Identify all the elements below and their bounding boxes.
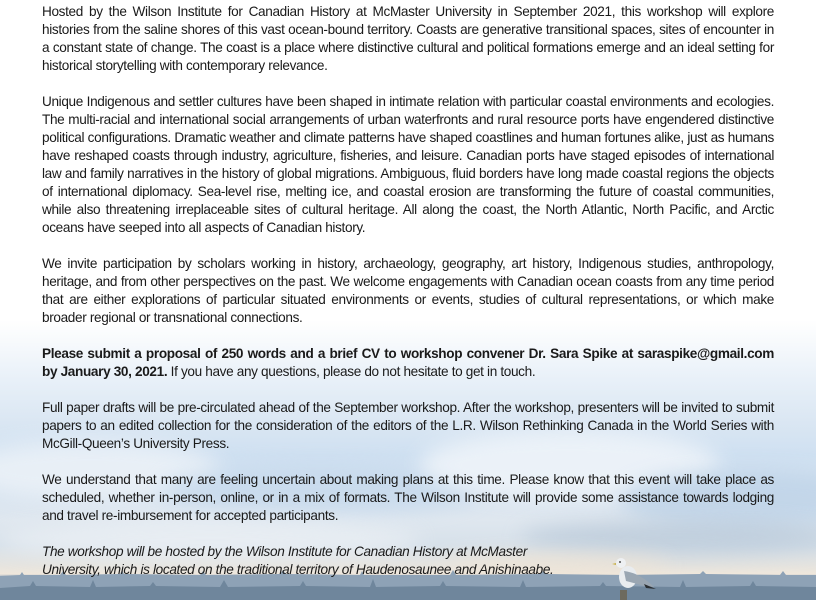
invitation-paragraph: We invite participation by scholars working in history, archaeology, geography, art history, Indigenous studies, anthropology, heritage, and from other perspectives on the past. We welcome engagements with Canadian ocean coasts from any time period that are either explorations of particular situated environments or events, studies of cultural representations, or which make broader regional or transnational connections.	[42, 256, 774, 325]
logistics-paragraph: We understand that many are feeling uncertain about making plans at this time. Please know that this event will take place as scheduled, whether in-person, online, or in a mix of formats. The Wilson Institute will provide some assistance towards lodging and travel re-imbursement for accepted participants.	[42, 472, 774, 523]
workshop-description	[42, 3, 774, 597]
contact-note: If you have any questions, please do not hesitate to get in touch.	[167, 364, 536, 379]
land-acknowledgement-line-1: The workshop will be hosted by the Wilson Institute for Canadian History at McMaster	[42, 544, 527, 559]
land-acknowledgement	[42, 543, 774, 579]
land-acknowledgement-line-2: University, which is located on the traditional territory of Haudenosaunee and Anishinaabe.	[42, 562, 554, 577]
publication-paragraph: Full paper drafts will be pre-circulated ahead of the September workshop. After the workshop, presenters will be invited to submit papers to an edited collection for the consideration of the editors of the L.R. Wilson Rethinking Canada in the World Series with McGill-Queen’s University Press.	[42, 400, 774, 451]
submission-paragraph	[42, 345, 774, 381]
themes-paragraph: Unique Indigenous and settler cultures have been shaped in intimate relation with particular coastal environments and ecologies. The multi-racial and international social arrangements of urban waterfronts and rural resource ports have engendered distinctive political configurations. Dramatic weather and climate patterns have shaped coastlines and human fortunes alike, just as humans have reshaped coasts through industry, agriculture, fisheries, and leisure. Canadian ports have staged episodes of international law and family narratives in the history of global migrations. Ambiguous, fluid borders have long made coastal regions the objects of international diplomacy. Sea-level rise, melting ice, and coastal erosion are transforming the future of coastal communities, while also threatening irreplaceable sites of cultural heritage. All along the coast, the North Atlantic, North Pacific, and Arctic oceans have seeped into all aspects of Canadian history.	[42, 94, 774, 235]
submission-instructions: Please submit a proposal of 250 words and a brief CV to workshop convener Dr. Sara Spike at saraspike@gmail.com by January 30, 2021.	[42, 346, 774, 379]
intro-paragraph: Hosted by the Wilson Institute for Canadian History at McMaster University in September 2021, this workshop will explore histories from the saline shores of this vast ocean-bound territory. Coasts are generative transitional spaces, sites of encounter in a constant state of change. The coast is a place where distinctive cultural and political formations emerge and an ideal setting for historical storytelling with contemporary relevance.	[42, 4, 774, 73]
